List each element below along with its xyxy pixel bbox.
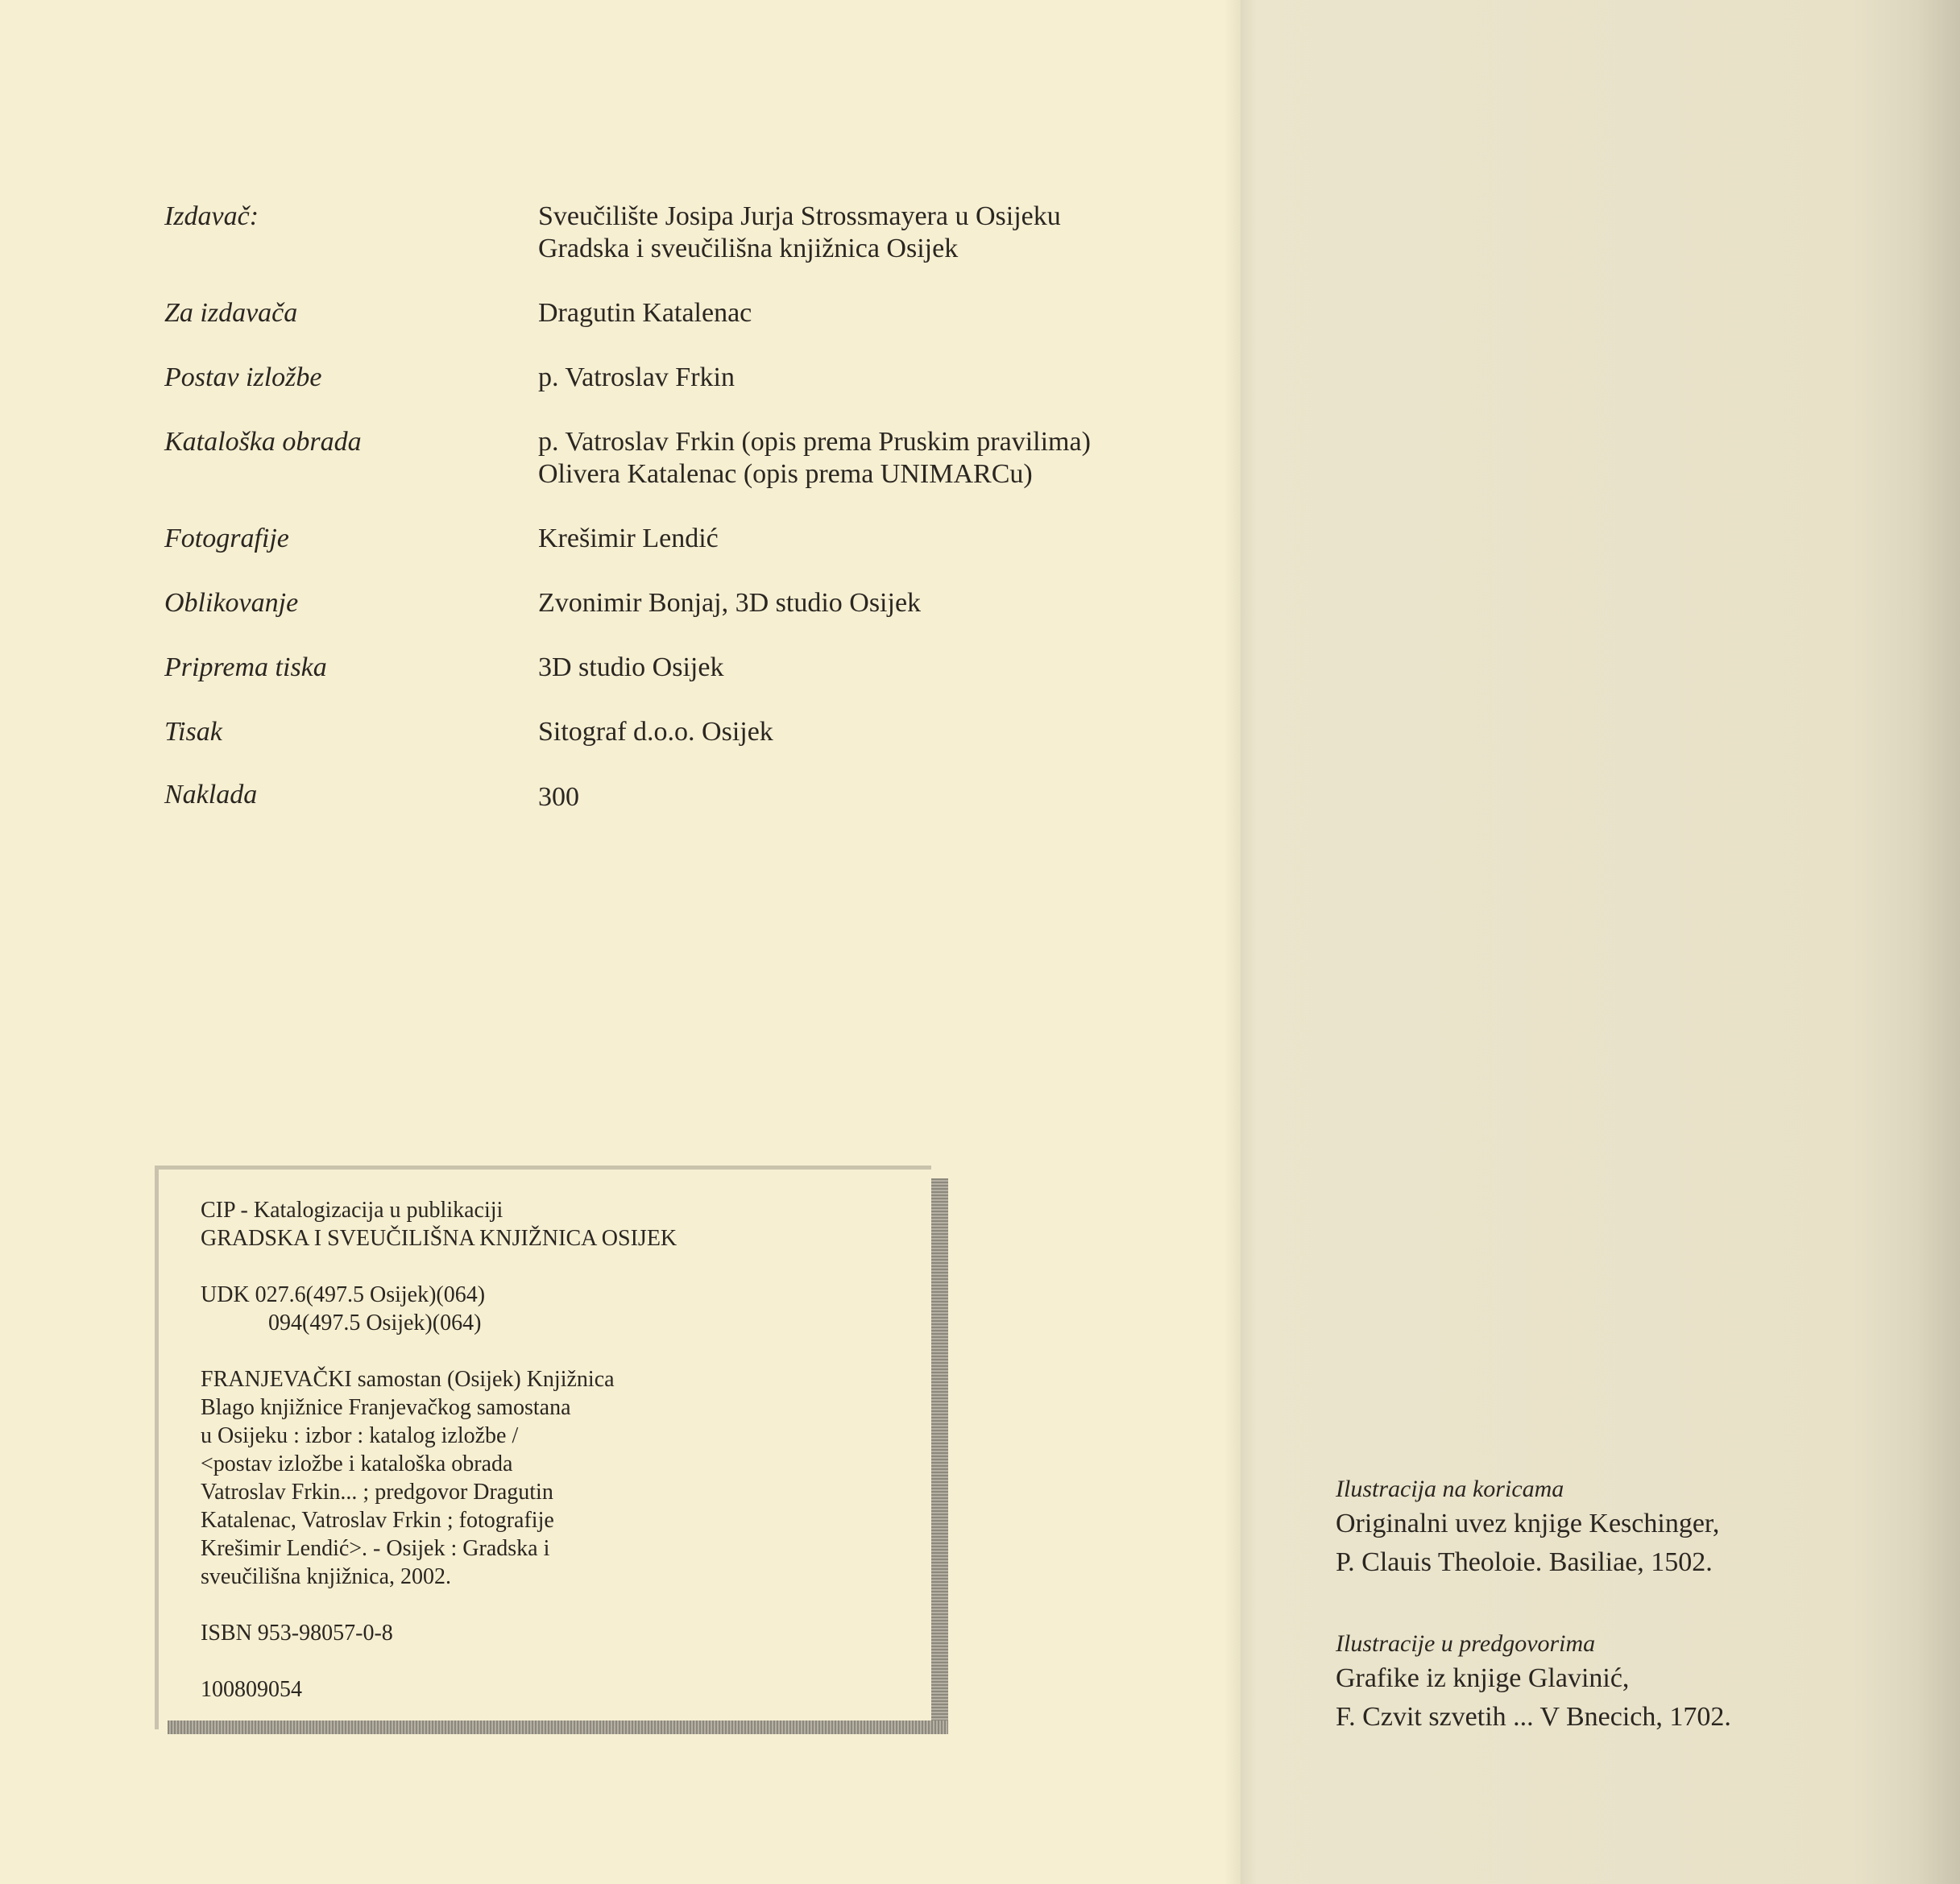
credit-value-print-run	[538, 781, 579, 814]
credit-value-for-publisher	[538, 297, 752, 329]
credit-value-design	[538, 587, 921, 619]
credit-value-photographs	[538, 523, 719, 555]
credit-label-publisher: Izdavač:	[164, 201, 259, 231]
credit-label-for-publisher: Za izdavača	[164, 298, 298, 328]
credit-value-line: Krešimir Lendić	[538, 524, 719, 553]
illustration-line: F. Czvit szvetih ... V Bnecich, 1702.	[1336, 1702, 1731, 1732]
cip-description-line: u Osijeku : izbor : katalog izložbe /	[201, 1423, 519, 1448]
credit-value-line: Olivera Katalenac (opis prema UNIMARCu)	[538, 459, 1033, 489]
credit-value-line: Sveučilište Josipa Jurja Strossmayera u Osijeku	[538, 201, 1061, 231]
cip-box-shadow-bottom	[168, 1720, 948, 1734]
credit-label-design: Oblikovanje	[164, 588, 299, 618]
credit-label-printing: Tisak	[164, 717, 222, 747]
cip-udk-line: UDK 027.6(497.5 Osijek)(064)	[201, 1282, 486, 1307]
credit-value-line: Gradska i sveučilišna knjižnica Osijek	[538, 234, 959, 263]
illustration-line: Grafike iz knjige Glavinić,	[1336, 1663, 1630, 1693]
credit-label-print-run: Naklada	[164, 780, 258, 809]
credit-value-exhibition-setup	[538, 362, 735, 394]
cip-description-line: <postav izložbe i kataloška obrada	[201, 1451, 513, 1476]
cover-illustration-credit	[1336, 1474, 1719, 1582]
cip-description-line: Vatroslav Frkin... ; predgovor Dragutin	[201, 1480, 553, 1505]
right-page	[1241, 0, 1960, 1884]
publication-credits	[0, 0, 1241, 886]
cip-description-line: sveučilišna knjižnica, 2002.	[201, 1564, 452, 1589]
illustration-line: P. Clauis Theoloie. Basiliae, 1502.	[1336, 1547, 1713, 1577]
illustration-line: Originalni uvez knjige Keschinger,	[1336, 1509, 1720, 1538]
cip-id-number: 100809054	[201, 1677, 302, 1702]
credit-value-catalog-processing	[538, 426, 1091, 491]
credit-value-line: 300	[538, 782, 579, 812]
credit-label-exhibition-setup: Postav izložbe	[164, 362, 322, 392]
cip-header-line: GRADSKA I SVEUČILIŠNA KNJIŽNICA OSIJEK	[201, 1226, 678, 1251]
credit-value-publisher	[538, 201, 1061, 265]
credit-value-line: Sitograf d.o.o. Osijek	[538, 717, 773, 747]
credit-value-line: p. Vatroslav Frkin (opis prema Pruskim pravilima)	[538, 427, 1091, 457]
illustration-caption: Ilustracije u predgovorima	[1336, 1630, 1596, 1657]
cip-description	[201, 1365, 615, 1591]
cip-udk-line: 094(497.5 Osijek)(064)	[268, 1311, 482, 1335]
cip-box-shadow-right	[931, 1178, 948, 1734]
credit-value-line: p. Vatroslav Frkin	[538, 362, 735, 392]
cip-udk	[201, 1281, 485, 1337]
credit-value-line: Zvonimir Bonjaj, 3D studio Osijek	[538, 588, 922, 618]
credit-value-line: 3D studio Osijek	[538, 652, 724, 682]
cip-header	[201, 1196, 677, 1253]
credit-label-prepress: Priprema tiska	[164, 652, 327, 682]
credit-value-printing	[538, 716, 773, 748]
cip-description-line: Blago knjižnice Franjevačkog samostana	[201, 1395, 571, 1420]
cip-description-line: FRANJEVAČKI samostan (Osijek) Knjižnica	[201, 1367, 615, 1392]
credit-label-catalog-processing: Kataloška obrada	[164, 427, 362, 457]
credit-value-line: Dragutin Katalenac	[538, 298, 752, 328]
credit-value-prepress	[538, 652, 723, 684]
illustration-caption: Ilustracija na koricama	[1336, 1476, 1564, 1502]
cip-isbn: ISBN 953-98057-0-8	[201, 1621, 393, 1646]
cip-header-line: CIP - Katalogizacija u publikaciji	[201, 1198, 503, 1223]
cip-description-line: Krešimir Lendić>. - Osijek : Gradska i	[201, 1536, 550, 1561]
credit-label-photographs: Fotografije	[164, 524, 289, 553]
cip-description-line: Katalenac, Vatroslav Frkin ; fotografije	[201, 1508, 554, 1533]
preface-illustrations-credit	[1336, 1629, 1731, 1737]
